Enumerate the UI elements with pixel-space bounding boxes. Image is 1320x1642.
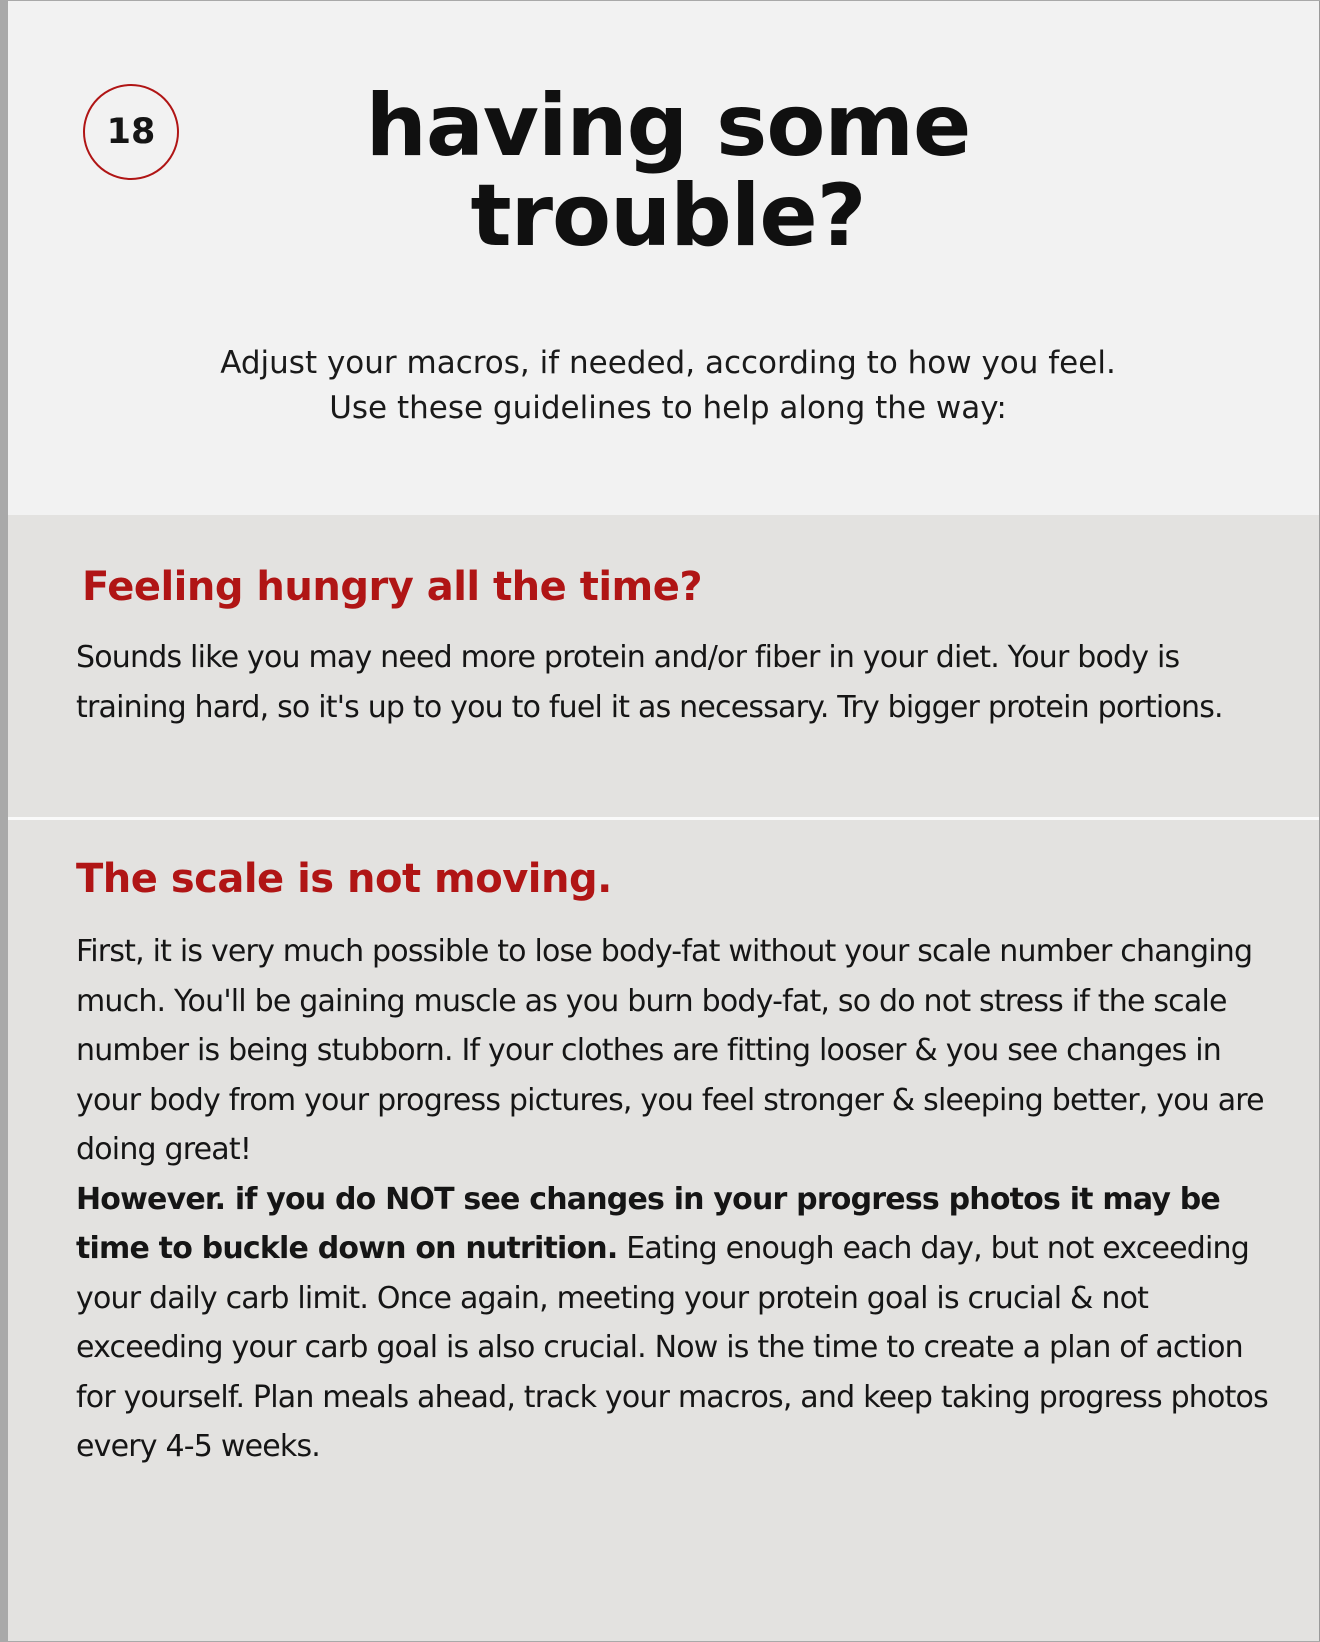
section-body-continued: Eating enough each day, but not exceeding your daily carb limit. Once again, meeting your protein goal is crucial & not exceeding your carb goal is also crucial. Now is the time to create a plan of action for yourself. Plan meals ahead, track your macros, and keep taking progress photos every 4-5 weeks. <box>76 1231 1268 1464</box>
section-body: Sounds like you may need more protein and/or fiber in your diet. Your body is training hard, so it's up to you to fuel it as necessary. Try bigger protein portions. <box>76 640 1223 725</box>
section-hungry <box>76 559 1286 732</box>
page-header <box>8 1 1319 515</box>
section-body-text: First, it is very much possible to lose body-fat without your scale number changing much. You'll be gaining muscle as you burn body-fat, so do not stress if the scale number is being stubborn. If your clothes are fitting looser & you see changes in your body from your progress pictures, you feel stronger & sleeping better, you are doing great! <box>76 934 1264 1167</box>
page-title: having some trouble? <box>365 76 971 266</box>
section-body <box>76 927 1286 1472</box>
section-heading: The scale is not moving. <box>76 856 612 902</box>
section-divider <box>8 817 1319 820</box>
page-subtitle: Adjust your macros, if needed, according to how you feel. Use these guidelines to help along the way: <box>220 345 1116 426</box>
document-page <box>8 1 1320 1641</box>
section-heading: Feeling hungry all the time? <box>82 564 703 610</box>
section-bold-text: However. if you do NOT see changes in your progress photos it may be time to buckle down on nutrition. <box>76 1181 1220 1266</box>
page-number-badge: 18 <box>83 84 179 180</box>
section-scale <box>76 851 1286 1472</box>
